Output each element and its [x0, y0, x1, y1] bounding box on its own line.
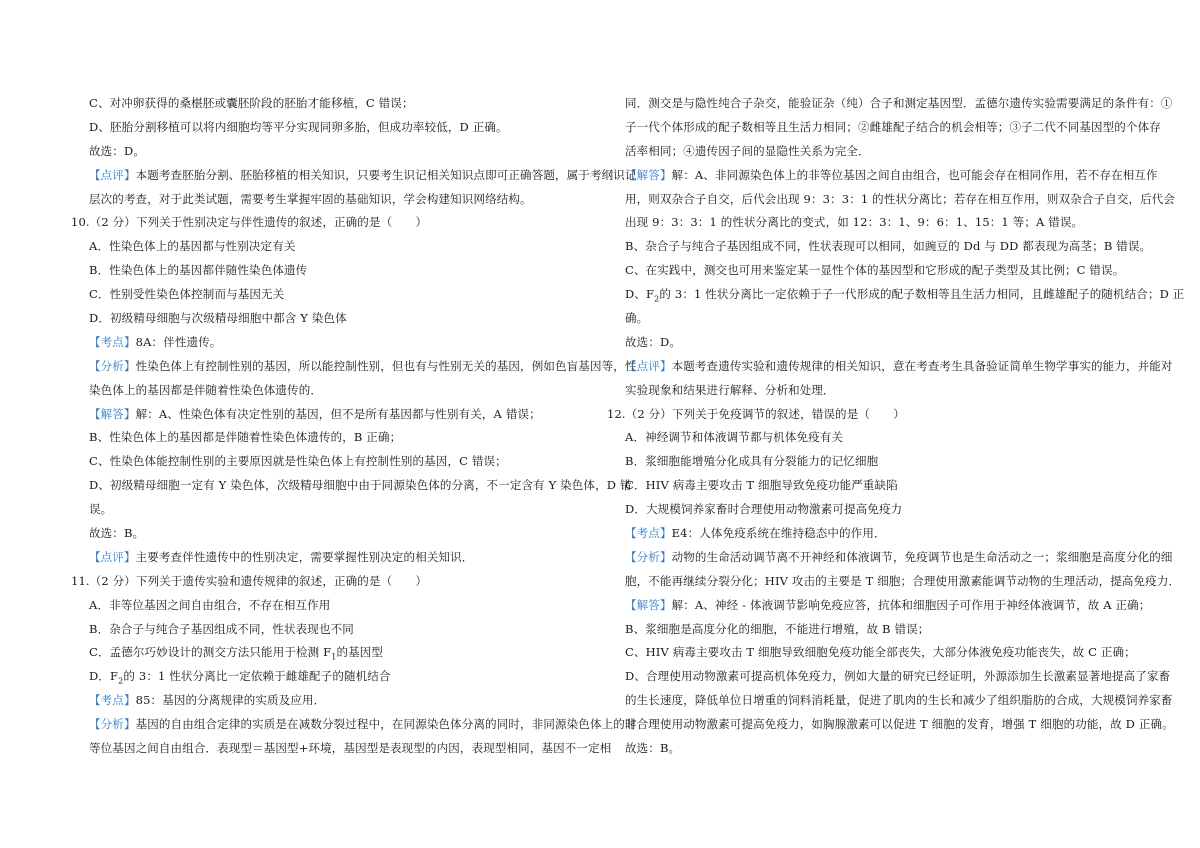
text-line: [86, 641, 590, 665]
text-line: [622, 331, 1126, 355]
text-line: [86, 140, 590, 164]
line-text: D、初级精母细胞一定有 Y 染色体，次级精母细胞中由于同源染色体的分离，不一定含有 Y 染色体，D 错: [89, 478, 632, 493]
text-line: [622, 235, 1152, 259]
text-line: [622, 140, 1126, 164]
section-tag: 【解答】: [625, 597, 672, 612]
line-text: B、性染色体上的基因都是伴随着性染色体遗传的，B 正确；: [89, 430, 402, 445]
line-text: 解：A、非同源染色体上的非等位基因之间自由组合，也可能会存在相同作用，若不存在相互作: [671, 167, 1158, 182]
line-text: E4：人体免疫系统在维持稳态中的作用．: [671, 526, 886, 541]
line-text: 本题考查胚胎分割、胚胎移植的相关知识，只要考生识记相关知识点即可正确答题，属于考纲识记: [135, 167, 637, 182]
line-text: A．性染色体上的基因都与性别决定有关: [89, 239, 296, 254]
line-text: 故选：B。: [625, 741, 681, 756]
text-line: [86, 403, 590, 427]
line-text: 故选：D。: [89, 143, 145, 158]
line-text: 染色体上的基因都是伴随着性染色体遗传的．: [89, 382, 322, 397]
line-text: 的生长速度，降低单位日增重的饲料消耗量，促进了肌肉的生长和减少了组织脂肪的合成，大规模饲养家畜: [625, 693, 1173, 708]
left-column: [71, 92, 637, 761]
text-line: [622, 164, 1158, 188]
text-line: [622, 92, 1173, 116]
line-text: 本题考查遗传实验和遗传规律的相关知识，意在考查考生具备验证简单生物学事实的能力，并能对: [671, 358, 1173, 373]
line-text: 10.（2 分）下列关于性别决定与伴性遗传的叙述，正确的是（ ）: [71, 215, 428, 230]
section-tag: 【点评】: [89, 167, 136, 182]
line-text: C、性染色体能控制性别的主要原因就是性染色体上有控制性别的基因，C 错误；: [89, 454, 507, 469]
line-text: 解：A、性染色体有决定性别的基因，但不是所有基因都与性别有关，A 错误；: [135, 406, 541, 421]
line-text: A．非等位基因之间自由组合，不存在相互作用: [89, 597, 331, 612]
line-text: 主要考查伴性遗传中的性别决定，需要掌握性别决定的相关知识．: [135, 549, 474, 564]
text-line: [86, 522, 590, 546]
section-tag: 【分析】: [89, 358, 136, 373]
line-text: D．大规模饲养家畜时合理使用动物激素可提高免疫力: [625, 502, 903, 517]
line-text: 胞，不能再继续分裂分化；HIV 攻击的主要是 T 细胞；合理使用激素能调节动物的生理活动，提高免疫力．: [625, 573, 1181, 588]
text-line: [622, 689, 1173, 713]
text-line: [622, 594, 1151, 618]
question-line: [604, 403, 1126, 427]
line-text: 性染色体上有控制性别的基因，所以能控制性别，但也有与性别无关的基因，例如色盲基因等，性: [135, 358, 637, 373]
line-text: 实验现象和结果进行解释、分析和处理．: [625, 382, 835, 397]
line-text: C、对冲卵获得的桑椹胚或囊胚阶段的胚胎才能移植，C 错误；: [89, 96, 414, 110]
question-line: [68, 570, 590, 594]
text-line: [622, 498, 1126, 522]
text-line: [622, 474, 1126, 498]
text-line: [622, 211, 1126, 235]
line-text: D、F: [625, 287, 655, 302]
line-text: 确。: [625, 311, 649, 326]
text-line: [622, 379, 1126, 403]
section-tag: 【分析】: [89, 717, 136, 732]
line-text: 出现 9：3：3：1 的性状分离比的变式，如 12：3：1、9：6：1、15：1 等；A 错误。: [625, 215, 1084, 230]
text-line: [86, 594, 590, 618]
text-line: [622, 618, 1126, 642]
line-text: D、合理使用动物激素可提高机体免疫力，例如大量的研究已经证明，外源添加生长激素显著地提高了家畜: [625, 669, 1171, 684]
subscript: 2: [654, 294, 660, 304]
line-text: B、杂合子与纯合子基因组成不同，性状表现可以相同，如豌豆的 Dd 与 DD 都表现为高茎；B 错误。: [625, 239, 1152, 254]
text-line: [622, 426, 1126, 450]
text-line: [86, 713, 637, 737]
line-text-after: 的基因型: [336, 645, 384, 660]
text-line: [86, 665, 590, 689]
text-line: [622, 283, 1185, 307]
text-line: [86, 355, 637, 379]
text-line: [622, 665, 1171, 689]
text-line: [86, 450, 590, 474]
line-text: 等位基因之间自由组合．表现型＝基因型+环境，基因型是表现型的内因，表现型相同，基因不一定相: [89, 741, 612, 756]
line-text: B．浆细胞能增殖分化成具有分裂能力的记忆细胞: [625, 454, 879, 469]
text-line: [622, 116, 1161, 140]
line-text: 用，则双杂合子自交，后代会出现 9：3：3：1 的性状分离比；若存在相互作用，则双杂合子自交，后代会: [625, 191, 1176, 206]
line-text: B．性染色体上的基因都伴随性染色体遗传: [89, 263, 308, 278]
section-tag: 【考点】: [89, 693, 136, 708]
text-line: [86, 426, 590, 450]
text-line: [86, 546, 590, 570]
text-line: [86, 498, 590, 522]
text-line: [86, 331, 590, 355]
text-line: [622, 307, 1126, 331]
text-line: [86, 307, 590, 331]
line-text: 故选：B。: [89, 526, 145, 541]
right-column: [607, 92, 1185, 761]
line-text: 同．测交是与隐性纯合子杂交，能验证杂（纯）合子和测定基因型．孟德尔遗传实验需要满足的条件有：①: [625, 96, 1173, 110]
text-line: [622, 522, 1126, 546]
text-line: [86, 164, 637, 188]
text-line: [86, 116, 590, 140]
question-line: [68, 211, 590, 235]
text-line: [86, 92, 590, 116]
section-tag: 【解答】: [625, 167, 672, 182]
line-text: 85：基因的分离规律的实质及应用．: [135, 693, 326, 708]
section-tag: 【点评】: [89, 549, 136, 564]
section-tag: 【考点】: [89, 334, 136, 349]
line-text: C、在实践中，测交也可用来鉴定某一显性个体的基因型和它形成的配子类型及其比例；C 错误。: [625, 263, 1125, 278]
text-line: [622, 737, 1126, 761]
line-text: 活率相同；④遗传因子间的显隐性关系为完全．: [625, 143, 870, 158]
section-tag: 【分析】: [625, 549, 672, 564]
line-text: 动物的生命活动调节离不开神经和体液调节，免疫调节也是生命活动之一；浆细胞是高度分化的细: [671, 549, 1173, 564]
text-line: [86, 235, 590, 259]
line-text: 时合理使用动物激素可提高免疫力，如胸腺激素可以促进 T 细胞的发育，增强 T 细胞的功能，故 D 正确。: [625, 717, 1174, 732]
line-text: B．杂合子与纯合子基因组成不同，性状表现也不同: [89, 621, 354, 636]
text-line: [86, 188, 590, 212]
text-line: [86, 689, 590, 713]
line-text: D．F: [89, 669, 119, 684]
line-text: 11.（2 分）下列关于遗传实验和遗传规律的叙述，正确的是（ ）: [71, 573, 428, 588]
line-text: 子一代个体形成的配子数相等且生活力相同；②雌雄配子结合的机会相等；③子二代不同基因型的个体存: [625, 119, 1161, 134]
line-text: 层次的考查，对于此类试题，需要考生掌握牢固的基础知识，学会构建知识网络结构。: [89, 191, 532, 206]
line-text-after: 的 3：1 性状分离比一定依赖于雌雄配子的随机结合: [123, 669, 391, 684]
line-text: B、浆细胞是高度分化的细胞，不能进行增殖，故 B 错误；: [625, 621, 930, 636]
line-text: C．HIV 病毒主要攻击 T 细胞导致免疫功能严重缺陷: [625, 478, 898, 493]
line-text: 12.（2 分）下列关于免疫调节的叙述，错误的是（ ）: [607, 406, 905, 421]
text-line: [86, 379, 590, 403]
line-text: 误。: [89, 502, 113, 517]
line-text-after: 的 3：1 性状分离比一定依赖于子一代形成的配子数相等且生活力相同，且雌雄配子的随机结合；D 正: [659, 287, 1185, 302]
section-tag: 【解答】: [89, 406, 136, 421]
text-line: [86, 283, 590, 307]
section-tag: 【考点】: [625, 526, 672, 541]
text-line: [86, 618, 590, 642]
text-line: [622, 546, 1173, 570]
text-line: [622, 641, 1136, 665]
line-text: D．初级精母细胞与次级精母细胞中都含 Y 染色体: [89, 311, 347, 326]
section-tag: 【点评】: [625, 358, 672, 373]
text-line: [622, 355, 1173, 379]
subscript: 2: [118, 676, 124, 686]
text-line: [86, 259, 590, 283]
text-line: [622, 450, 1126, 474]
line-text: C、HIV 病毒主要攻击 T 细胞导致细胞免疫功能全部丧失，大部分体液免疫功能丧失，故 C 正确；: [625, 645, 1136, 660]
subscript: 1: [331, 652, 337, 662]
line-text: A．神经调节和体液调节都与机体免疫有关: [625, 430, 844, 445]
text-line: [86, 474, 632, 498]
text-line: [86, 737, 612, 761]
line-text: 解：A、神经 - 体液调节影响免疫应答，抗体和细胞因子可作用于神经体液调节，故 A 正确；: [671, 597, 1151, 612]
line-text: D、胚胎分割移植可以将内细胞均等平分实现同卵多胎，但成功率较低，D 正确。: [89, 119, 508, 134]
line-text: 故选：D。: [625, 334, 681, 349]
line-text: C．孟德尔巧妙设计的测交方法只能用于检测 F: [89, 645, 332, 660]
line-text: C．性别受性染色体控制而与基因无关: [89, 287, 285, 302]
line-text: 基因的自由组合定律的实质是在减数分裂过程中，在同源染色体分离的同时，非同源染色体上的非: [135, 717, 637, 732]
line-text: 8A：伴性遗传。: [135, 334, 222, 349]
text-line: [622, 259, 1126, 283]
text-line: [622, 713, 1174, 737]
text-line: [622, 188, 1176, 212]
text-line: [622, 570, 1181, 594]
